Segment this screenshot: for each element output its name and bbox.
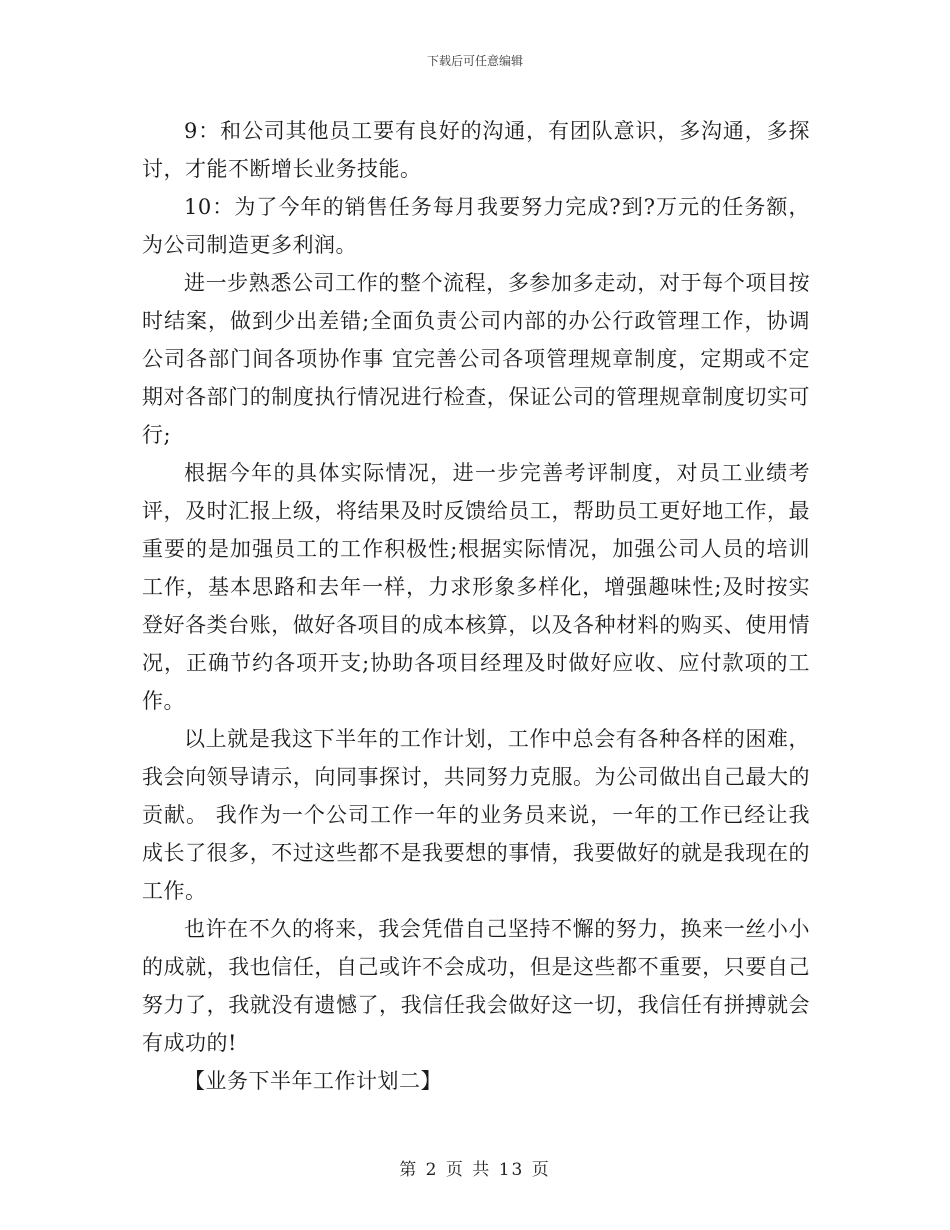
section-heading: 【业务下半年工作计划二】 (184, 1069, 442, 1093)
page-header-note: 下载后可任意编辑 (426, 54, 523, 68)
paragraph-item-9: 9：和公司其他员工要有良好的沟通，有团队意识，多沟通，多探讨，才能不断增长业务技能。 (142, 119, 810, 181)
document-body (142, 112, 810, 1100)
paragraph-future: 也许在不久的将来，我会凭借自己坚持不懈的努力，换来一丝小小的成就，我也信任，自己或许不会成功，但是这些都不重要，只要自己努力了，我就没有遗憾了，我信任我会做好这一切，我信任有拼搏就会有成功的! (142, 917, 810, 1055)
paragraph-workflow: 进一步熟悉公司工作的整个流程，多参加多走动，对于每个项目按时结案，做到少出差错;全面负责公司内部的办公行政管理工作，协调公司各部门间各项协作事 宜完善公司各项管理规章制度，定期或不定期对各部门的制度执行情况进行检查，保证公司的管理规章制度切实可行; (142, 271, 810, 447)
paragraph-summary: 以上就是我这下半年的工作计划，工作中总会有各种各样的困难，我会向领导请示，向同事探讨，共同努力克服。为公司做出自己最大的贡献。 我作为一个公司工作一年的业务员来说，一年的工作已经让我成长了很多，不过这些都不是我要想的事情，我要做好的就是我现在的工作。 (142, 727, 810, 903)
page-number: 第 2 页 共 13 页 (399, 1160, 551, 1180)
paragraph-item-10: 10：为了今年的销售任务每月我要努力完成?到?万元的任务额，为公司制造更多利润。 (142, 195, 810, 257)
paragraph-evaluation: 根据今年的具体实际情况，进一步完善考评制度，对员工业绩考评，及时汇报上级，将结果及时反馈给员工，帮助员工更好地工作，最重要的是加强员工的工作积极性;根据实际情况，加强公司人员的培训工作，基本思路和去年一样，力求形象多样化，增强趣味性;及时按实登好各类台账，做好各项目的成本核算，以及各种材料的购买、使用情况，正确节约各项开支;协助各项目经理及时做好应收、应付款项的工作。 (142, 461, 810, 713)
